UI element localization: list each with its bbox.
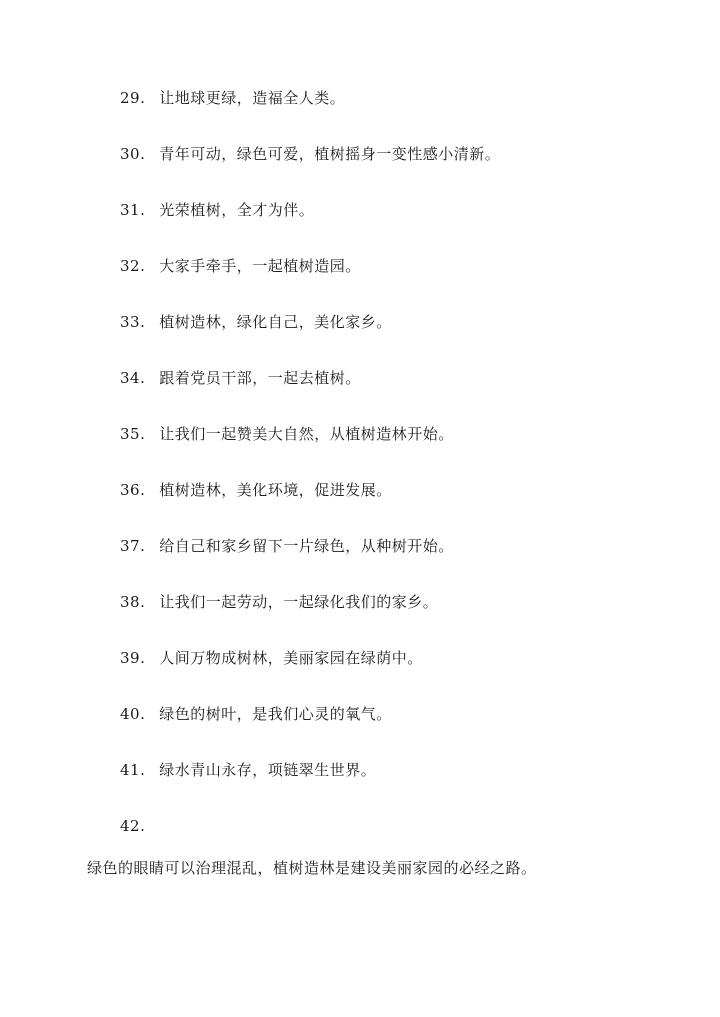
item-number: 30. [120,145,146,163]
item-text: 给自己和家乡留下一片绿色，从种树开始。 [159,537,454,555]
item-text: 让我们一起劳动，一起绿化我们的家乡。 [159,593,439,611]
list-item [120,312,392,332]
item-text: 植树造林，美化环境，促进发展。 [159,481,392,499]
list-item [120,256,361,276]
list-item [120,368,361,388]
item-number: 42. [120,817,146,835]
item-text: 人间万物成树林，美丽家园在绿荫中。 [159,649,423,667]
item-text: 光荣植树，全才为伴。 [159,201,315,219]
item-text: 青年可动，绿色可爱，植树摇身一变性感小清新。 [159,145,501,163]
continuation-paragraph: 绿色的眼睛可以治理混乱，植树造林是建设美丽家园的必经之路。 [87,859,537,877]
item-number: 40. [120,705,146,723]
list-item [120,200,314,220]
item-number: 36. [120,481,146,499]
item-text: 绿色的树叶，是我们心灵的氧气。 [159,705,392,723]
list-item [120,648,423,668]
list-item [120,536,454,556]
list-item [120,816,154,836]
item-text: 让我们一起赞美大自然，从植树造林开始。 [159,425,454,443]
item-number: 35. [120,425,146,443]
item-number: 32. [120,257,146,275]
item-number: 38. [120,593,146,611]
item-text: 跟着党员干部，一起去植树。 [159,369,361,387]
list-item [120,480,392,500]
item-number: 31. [120,201,146,219]
item-number: 41. [120,761,146,779]
item-text: 绿水青山永存，项链翠生世界。 [159,761,377,779]
item-number: 37. [120,537,146,555]
list-item [120,760,376,780]
item-text: 植树造林，绿化自己，美化家乡。 [159,313,392,331]
item-number: 29. [120,89,146,107]
list-item [120,592,438,612]
item-text: 大家手牵手，一起植树造园。 [159,257,361,275]
item-number: 33. [120,313,146,331]
list-item [120,424,454,444]
list-item [120,88,345,108]
item-text: 让地球更绿，造福全人类。 [159,89,346,107]
list-item [120,144,500,164]
list-item [120,704,392,724]
item-number: 34. [120,369,146,387]
item-number: 39. [120,649,146,667]
